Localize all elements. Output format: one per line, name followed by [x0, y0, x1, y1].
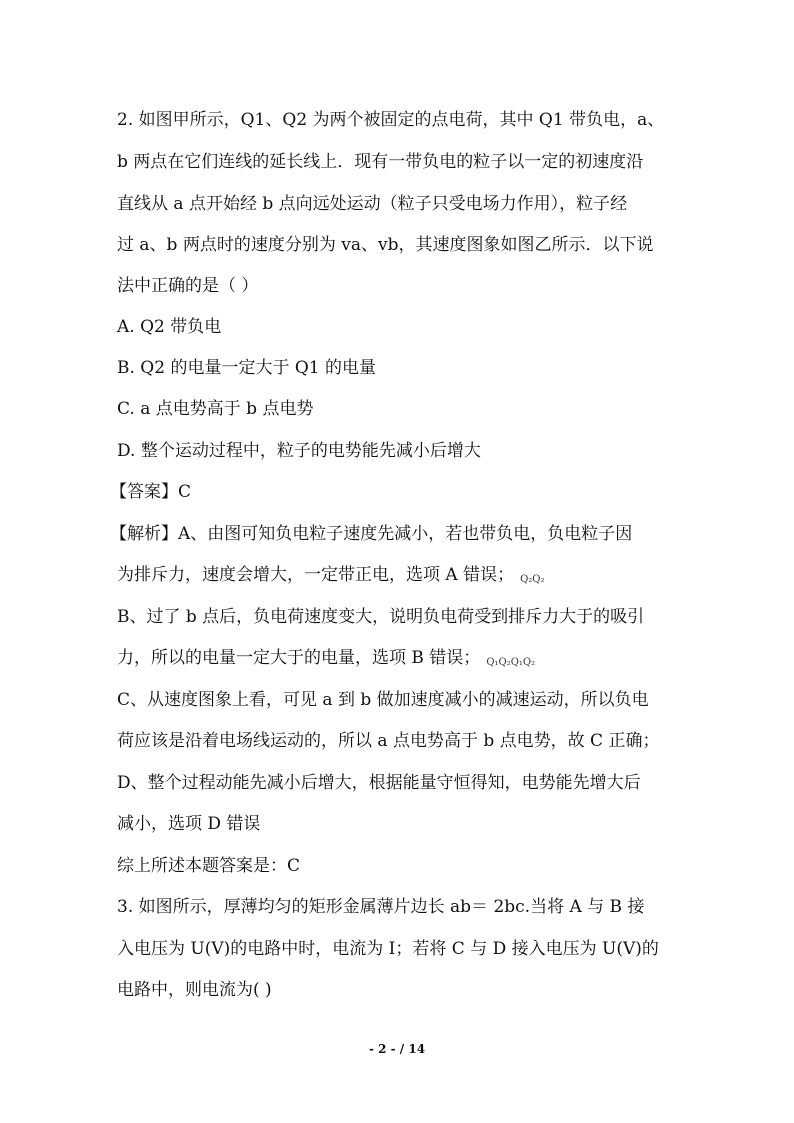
analysis-line-1: 【解析】A、由图可知负电粒子速度先减小，若也带负电，负电粒子因 [110, 524, 633, 544]
q2-line-2: b 两点在它们连线的延长线上．现有一带负电的粒子以一定的初速度沿 [117, 152, 644, 172]
q2-option-a: A. Q2 带负电 [117, 317, 222, 337]
formula-fragment: Q₂Q₂ [520, 574, 545, 585]
q2-line-5: 法中正确的是（ ） [117, 276, 259, 296]
page-number: - 2 - / 14 [368, 1042, 426, 1056]
q3-line-2: 入电压为 U(V)的电路中时，电流为 I；若将 C 与 D 接入电压为 U(V)的 [117, 939, 659, 959]
q3-line-1: 3. 如图所示，厚薄均匀的矩形金属薄片边长 ab＝ 2bc.当将 A 与 B 接 [117, 897, 645, 917]
q3-line-3: 电路中，则电流为( ) [117, 980, 272, 1000]
q2-option-b: B. Q2 的电量一定大于 Q1 的电量 [117, 358, 377, 378]
analysis-line-8: 减小，选项 D 错误 [117, 814, 261, 834]
analysis-line-2: 为排斥力，速度会增大，一定带正电，选项 A 错误； Q₂Q₂ [117, 565, 545, 585]
q2-summary: 综上所述本题答案是：C [117, 856, 301, 876]
analysis-line-5: C、从速度图象上看，可见 a 到 b 做加速度减小的减速运动，所以负电 [117, 690, 649, 710]
q2-answer: 【答案】C [110, 482, 192, 502]
analysis-line-7: D、整个过程动能先减小后增大，根据能量守恒得知，电势能先增大后 [117, 773, 641, 793]
q2-option-d: D. 整个运动过程中，粒子的电势能先减小后增大 [117, 441, 481, 461]
analysis-line-4: 力，所以的电量一定大于的电量，选项 B 错误； Q₁Q₂Q₁Q₂ [117, 648, 536, 668]
q2-line-3: 直线从 a 点开始经 b 点向远处运动（粒子只受电场力作用），粒子经 [117, 194, 628, 214]
q2-line-1: 2. 如图甲所示，Q1、Q2 为两个被固定的点电荷，其中 Q1 带负电，a、 [117, 110, 665, 130]
analysis-line-3: B、过了 b 点后，负电荷速度变大，说明负电荷受到排斥力大于的吸引 [117, 607, 645, 627]
q2-line-4: 过 a、b 两点时的速度分别为 va、vb，其速度图象如图乙所示．以下说 [117, 235, 654, 255]
analysis-line-6: 荷应该是沿着电场线运动的，所以 a 点电势高于 b 点电势，故 C 正确； [117, 731, 660, 751]
q2-option-c: C. a 点电势高于 b 点电势 [117, 399, 314, 419]
formula-fragment: Q₁Q₂Q₁Q₂ [486, 657, 536, 668]
